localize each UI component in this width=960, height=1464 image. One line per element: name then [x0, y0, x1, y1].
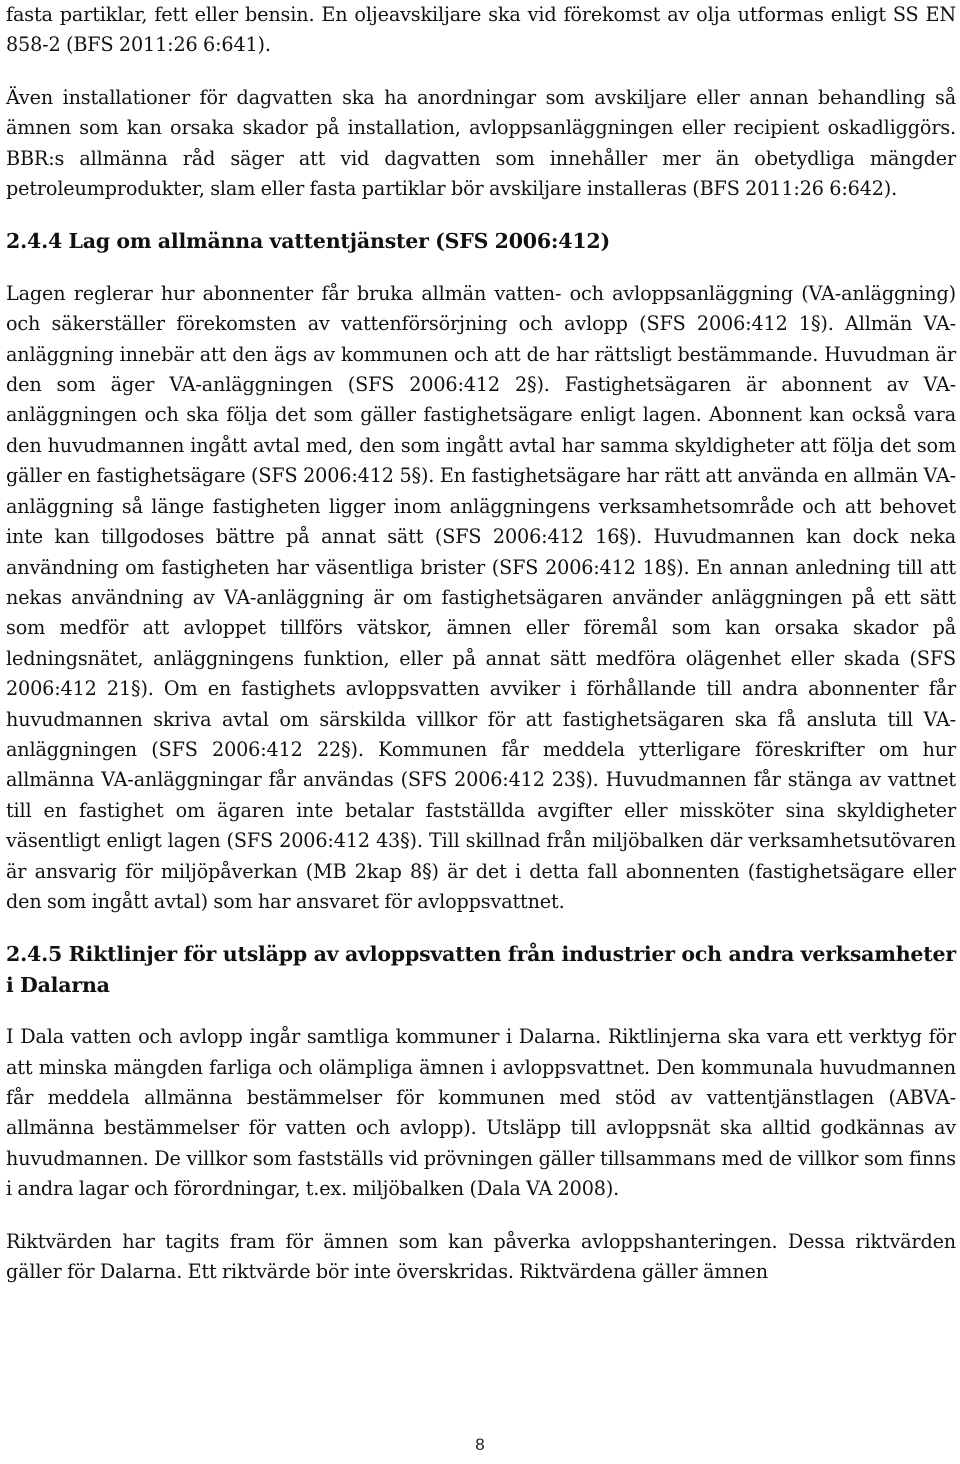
paragraph-spacer: [6, 1000, 956, 1022]
paragraph-spacer: [6, 1205, 956, 1227]
paragraph-guideline-values: Riktvärden har tagits fram för ämnen som kan påverka avloppshanteringen. Dessa riktvärden gäller för Dalarna. Ett riktvärde bör inte överskridas. Riktvärdena gäller ämnen: [6, 1229, 956, 1284]
paragraph-oil-separator: fasta partiklar, fett eller bensin. En oljeavskiljare ska vid förekomst av olja utformas enligt SS EN 858-2 (BFS 2011:26 6:641).: [6, 3, 956, 57]
section-heading-2-4-4: 2.4.4 Lag om allmänna vattentjänster (SFS 2006:412): [6, 229, 610, 254]
paragraph-spacer: [6, 257, 956, 279]
paragraph-spacer: [6, 204, 956, 226]
paragraph-spacer: [6, 61, 956, 83]
document-body: [6, 0, 956, 1287]
paragraph-stormwater: Även installationer för dagvatten ska ha anordningar som avskiljare eller annan behandling så ämnen som kan orsaka skador på installation, avloppsanläggningen eller recipient oskadliggörs. BBR:s allmänna råd säger att vid dagvatten som innehåller mer än obetydliga mängder petroleumprodukter, slam eller fasta partiklar bör avskiljare installeras (BFS 2011:26 6:642).: [6, 85, 956, 201]
paragraph-spacer: [6, 917, 956, 939]
paragraph-water-services-act: Lagen reglerar hur abonnenter får bruka allmän vatten- och avloppsanläggning (VA-anläggning) och säkerställer förekomsten av vattenförsörjning och avlopp (SFS 2006:412 1§). Allmän VA-anläggning innebär att den ägs av kommunen och att de har rättsligt bestämmande. Huvudman är den som äger VA-anläggningen (SFS 2006:412 2§). Fastighetsägaren är abonnent av VA-anläggningen och ska följa det som gäller fastighetsägare enligt lagen. Abonnent kan också vara den huvudmannen ingått avtal med, den som ingått avtal har samma skyldigheter att följa det som gäller en fastighetsägare (SFS 2006:412 5§). En fastighetsägare har rätt att använda en allmän VA-anläggning så länge fastigheten ligger inom anläggningens verksamhetsområde och att behovet inte kan tillgodoses bättre på annat sätt (SFS 2006:412 16§). Huvudmannen kan dock neka användning om fastigheten har väsentliga brister (SFS 2006:412 18§). En annan anledning till att nekas användning av VA-anläggning är om fastighetsägaren använder anläggningen på ett sätt som medför att avloppet tillförs vätskor, ämnen eller föremål som kan orsaka skador på ledningsnätet, anläggningens funktion, eller på annat sätt medföra olägenhet eller skada (SFS 2006:412 21§). Om en fastighets avloppsvatten avviker i förhållande till andra abonnenter får huvudmannen skriva avtal om särskilda villkor för att fastighetsägaren ska få ansluta till VA-anläggningen (SFS 2006:412 22§). Kommunen får meddela ytterligare föreskrifter om hur allmänna VA-anläggningar får användas (SFS 2006:412 23§). Huvudmannen får stänga av vattnet till en fastighet om ägaren inte betalar fastställda avgifter eller missköter sina skyldigheter väsentligt enligt lagen (SFS 2006:412 43§). Till skillnad från miljöbalken där verksamhetsutövaren är ansvarig för miljöpåverkan (MB 2kap 8§) är det i detta fall abonnenten (fastighetsägare eller den som ingått avtal) som har ansvaret för avloppsvattnet.: [6, 281, 956, 913]
page-number: 8: [475, 1435, 485, 1454]
section-heading-2-4-5: 2.4.5 Riktlinjer för utsläpp av avloppsvatten från industrier och andra verksamheter i Dalarna: [6, 942, 956, 997]
paragraph-dala-guidelines: I Dala vatten och avlopp ingår samtliga kommuner i Dalarna. Riktlinjerna ska vara ett verktyg för att minska mängden farliga och olämpliga ämnen i avloppsvattnet. Den kommunala huvudmannen får meddela allmänna bestämmelser för kommunen med stöd av vattentjänstlagen (ABVA- allmänna bestämmelser för vatten och avlopp). Utsläpp till avloppsnät ska alltid godkännas av huvudmannen. De villkor som fastställs vid prövningen gäller tillsammans med de villkor som finns i andra lagar och förordningar, t.ex. miljöbalken (Dala VA 2008).: [6, 1025, 956, 1201]
